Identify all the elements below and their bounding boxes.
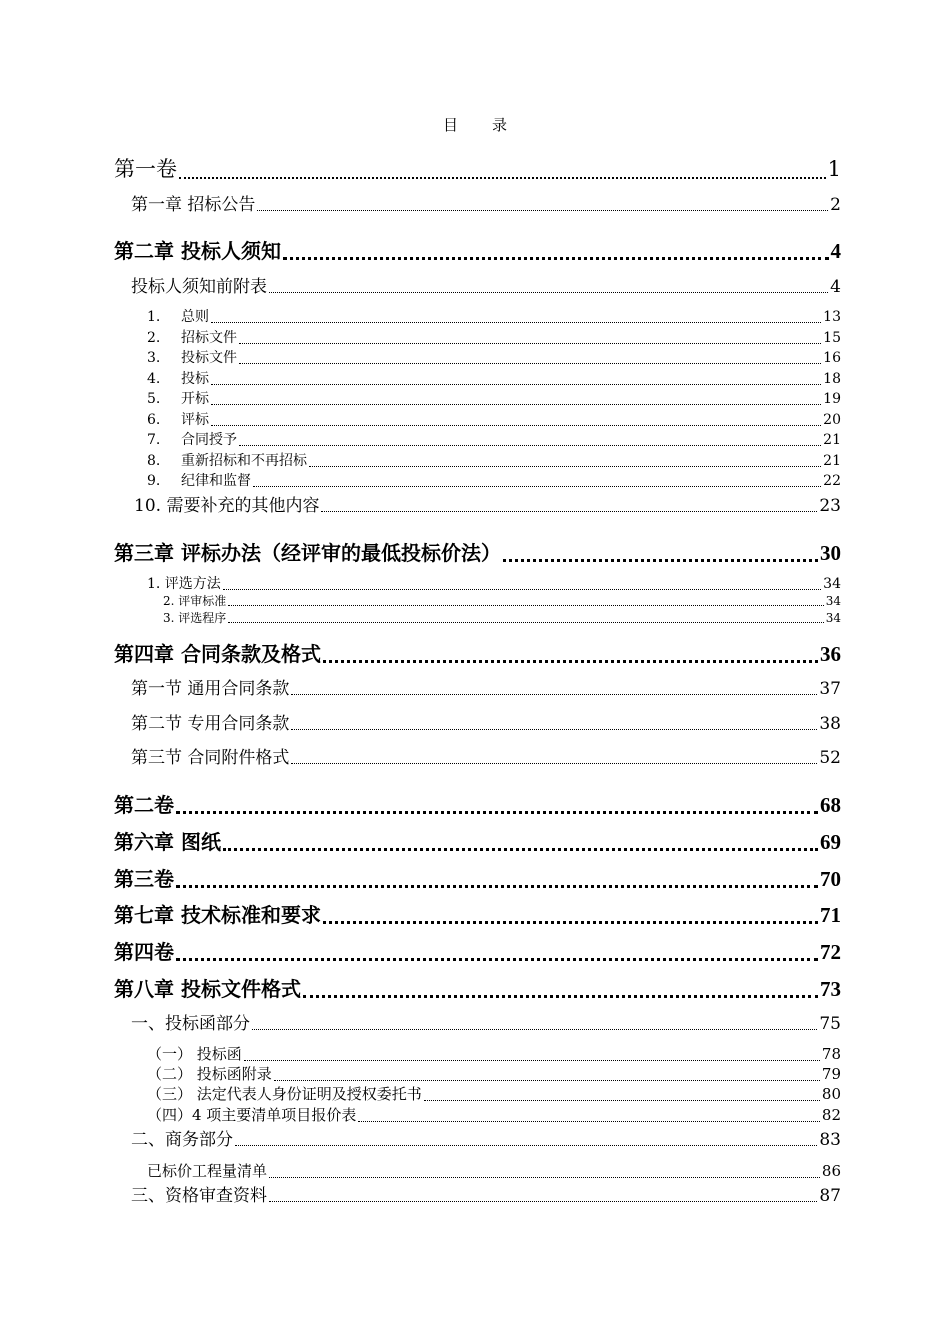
toc-entry-number: 6. xyxy=(147,412,161,428)
dot-leader xyxy=(321,638,819,667)
toc-entry-label xyxy=(147,306,209,326)
toc-entry-number: 7. xyxy=(147,432,161,448)
toc-entry-label: （三） 法定代表人身份证明及授权委托书 xyxy=(147,1085,422,1103)
toc-entry-text: 纪律和监督 xyxy=(181,473,251,489)
toc-entry-page: 15 xyxy=(823,330,841,346)
toc-entry-label xyxy=(147,450,307,470)
toc-entry-label: 第七章 技术标准和要求 xyxy=(114,903,321,927)
toc-entry-label: 投标人须知前附表 xyxy=(131,277,267,297)
toc-entry-label xyxy=(147,388,209,408)
toc-entry-number: 3. xyxy=(147,350,161,366)
toc-entry-page: 30 xyxy=(820,541,841,565)
toc-entry-bidder-notice-table[interactable] xyxy=(131,272,841,297)
toc-entry-page: 86 xyxy=(821,1162,841,1180)
dot-leader xyxy=(174,863,819,892)
toc-entry-text: 总则 xyxy=(181,309,209,325)
toc-entry-page: 38 xyxy=(819,714,841,734)
toc-entry-label xyxy=(147,347,237,367)
toc-entry-number: 8. xyxy=(147,453,161,469)
dot-leader xyxy=(321,899,819,928)
toc-entry-text: 开标 xyxy=(181,391,209,407)
toc-entry-label: 三、资格审查资料 xyxy=(131,1186,267,1206)
toc-entry-text: 合同授予 xyxy=(181,432,237,448)
toc-entry-volume-1[interactable] xyxy=(114,153,841,183)
toc-entry-page: 22 xyxy=(823,473,841,489)
toc-entry-number: 2. xyxy=(147,330,161,346)
dot-leader xyxy=(319,491,818,516)
dot-leader xyxy=(267,272,829,297)
toc-entry-page: 1 xyxy=(827,157,841,181)
toc-entry-label: （一） 投标函 xyxy=(147,1045,242,1063)
toc-entry-page: 4 xyxy=(830,239,841,263)
toc-entry-page: 13 xyxy=(823,309,841,325)
toc-entry-eval-procedure[interactable] xyxy=(163,609,841,626)
toc-entry-section-1[interactable] xyxy=(147,306,841,326)
toc-entry-page: 23 xyxy=(819,496,841,516)
dot-leader xyxy=(221,573,822,593)
toc-entry-label: 一、投标函部分 xyxy=(131,1014,250,1034)
toc-entry-eval-standard[interactable] xyxy=(163,592,841,609)
toc-entry-page: 79 xyxy=(821,1065,841,1083)
toc-entry-label: 3. 评选程序 xyxy=(163,611,227,625)
toc-entry-number: 4. xyxy=(147,371,161,387)
dot-leader xyxy=(255,190,829,215)
toc-entry-label xyxy=(147,368,209,388)
toc-entry-page: 71 xyxy=(820,903,841,927)
toc-entry-ch4-section-3[interactable] xyxy=(131,743,841,768)
dot-leader xyxy=(242,1043,821,1064)
toc-entry-chapter-7[interactable] xyxy=(114,899,841,928)
toc-entry-chapter-8[interactable] xyxy=(114,973,841,1002)
toc-entry-page: 20 xyxy=(823,412,841,428)
toc-entry-label: 第一节 通用合同条款 xyxy=(131,679,290,699)
toc-entry-label: 10. 需要补充的其他内容 xyxy=(134,496,320,516)
toc-entry-chapter-6[interactable] xyxy=(114,826,841,855)
toc-entry-number: 9. xyxy=(147,473,161,489)
toc-entry-page: 34 xyxy=(825,611,841,625)
toc-entry-bid-letter-part[interactable] xyxy=(131,1009,841,1034)
toc-title-right: 录 xyxy=(492,116,508,134)
dot-leader xyxy=(209,409,822,429)
dot-leader xyxy=(251,470,822,490)
dot-leader xyxy=(237,347,822,367)
toc-entry-page: 19 xyxy=(823,391,841,407)
toc-entry-eval-method[interactable] xyxy=(147,573,841,593)
toc-entry-page: 68 xyxy=(820,793,841,817)
dot-leader xyxy=(174,936,819,965)
toc-entry-label xyxy=(147,409,209,429)
dot-leader xyxy=(174,789,819,818)
toc-entry-page: 73 xyxy=(820,977,841,1001)
dot-leader xyxy=(209,368,822,388)
dot-leader xyxy=(177,153,827,183)
dot-leader xyxy=(281,235,830,264)
toc-entry-label: 1. 评选方法 xyxy=(147,576,221,592)
dot-leader xyxy=(226,592,824,609)
toc-entry-label: 第四卷 xyxy=(114,940,174,964)
dot-leader xyxy=(301,973,819,1002)
toc-entry-text: 评标 xyxy=(181,412,209,428)
toc-entry-page: 36 xyxy=(820,642,841,666)
toc-entry-page: 4 xyxy=(830,277,841,297)
toc-entry-text: 投标文件 xyxy=(181,350,237,366)
toc-entry-section-4[interactable] xyxy=(147,368,841,388)
dot-leader xyxy=(237,327,822,347)
toc-entry-section-2[interactable] xyxy=(147,327,841,347)
dot-leader xyxy=(267,1160,821,1181)
toc-entry-section-9[interactable] xyxy=(147,470,841,490)
dot-leader xyxy=(272,1063,821,1084)
toc-entry-page: 34 xyxy=(825,594,841,608)
toc-entry-priced-bill[interactable] xyxy=(147,1160,841,1181)
toc-entry-page: 2 xyxy=(830,195,841,215)
toc-entry-label: 第二章 投标人须知 xyxy=(114,239,281,263)
dot-leader xyxy=(237,429,822,449)
toc-entry-page: 21 xyxy=(823,453,841,469)
toc-entry-chapter-4[interactable] xyxy=(114,638,841,667)
toc-entry-volume-3[interactable] xyxy=(114,863,841,892)
toc-entry-label: 第六章 图纸 xyxy=(114,830,221,854)
dot-leader xyxy=(233,1125,818,1150)
toc-entry-page: 78 xyxy=(821,1045,841,1063)
toc-entry-section-7[interactable] xyxy=(147,429,841,449)
toc-entry-chapter-3[interactable] xyxy=(114,537,841,566)
toc-entry-text: 招标文件 xyxy=(181,330,237,346)
toc-entry-label: 第二节 专用合同条款 xyxy=(131,714,290,734)
toc-entry-page: 18 xyxy=(823,371,841,387)
toc-entry-page: 82 xyxy=(821,1106,841,1124)
toc-entry-label: 二、商务部分 xyxy=(131,1130,233,1150)
toc-entry-chapter-2[interactable] xyxy=(114,235,841,264)
toc-entry-label xyxy=(147,327,237,347)
dot-leader xyxy=(501,537,819,566)
toc-entry-chapter-1[interactable] xyxy=(131,190,841,215)
toc-entry-volume-4[interactable] xyxy=(114,936,841,965)
toc-entry-label: 第三卷 xyxy=(114,867,174,891)
toc-entry-section-6[interactable] xyxy=(147,409,841,429)
toc-entry-volume-2[interactable] xyxy=(114,789,841,818)
toc-entry-ch4-section-1[interactable] xyxy=(131,674,841,699)
toc-entry-price-list[interactable] xyxy=(147,1104,841,1125)
dot-leader xyxy=(267,1181,818,1206)
toc-entry-legal-rep-proof[interactable] xyxy=(147,1083,841,1104)
toc-entry-page: 72 xyxy=(820,940,841,964)
dot-leader xyxy=(221,826,819,855)
toc-entry-section-8[interactable] xyxy=(147,450,841,470)
toc-entry-commercial-part[interactable] xyxy=(131,1125,841,1150)
dot-leader xyxy=(209,306,822,326)
toc-entry-page: 37 xyxy=(819,679,841,699)
toc-entry-label: 第四章 合同条款及格式 xyxy=(114,642,321,666)
dot-leader xyxy=(250,1009,818,1034)
toc-entry-label: 第三章 评标办法（经评审的最低投标价法） xyxy=(114,541,501,565)
toc-entry-label: （四）4 项主要清单项目报价表 xyxy=(147,1106,357,1124)
dot-leader xyxy=(226,609,824,626)
toc-entry-label: 第一章 招标公告 xyxy=(131,195,256,215)
dot-leader xyxy=(422,1083,821,1104)
toc-entry-label: 第二卷 xyxy=(114,793,174,817)
toc-entry-bid-letter[interactable] xyxy=(147,1043,841,1064)
toc-entry-section-5[interactable] xyxy=(147,388,841,408)
dot-leader xyxy=(307,450,822,470)
toc-entry-ch4-section-2[interactable] xyxy=(131,709,841,734)
dot-leader xyxy=(289,674,818,699)
toc-entry-section-10[interactable] xyxy=(134,491,841,516)
dot-leader xyxy=(289,709,818,734)
toc-entry-label xyxy=(147,470,251,490)
dot-leader xyxy=(356,1104,821,1125)
toc-entry-text: 重新招标和不再招标 xyxy=(181,453,307,469)
toc-title-left: 目 xyxy=(442,116,458,134)
dot-leader xyxy=(289,743,818,768)
toc-entry-page: 34 xyxy=(823,576,841,592)
toc-entry-page: 52 xyxy=(819,748,841,768)
toc-entry-label: （二） 投标函附录 xyxy=(147,1065,272,1083)
toc-entry-label: 已标价工程量清单 xyxy=(147,1162,268,1180)
toc-entry-page: 80 xyxy=(821,1085,841,1103)
toc-entry-section-3[interactable] xyxy=(147,347,841,367)
toc-entry-number: 1. xyxy=(147,309,161,325)
toc-entry-label: 2. 评审标准 xyxy=(163,594,227,608)
toc-entry-page: 16 xyxy=(823,350,841,366)
toc-entry-bid-letter-appendix[interactable] xyxy=(147,1063,841,1084)
toc-entry-page: 83 xyxy=(819,1130,841,1150)
toc-entry-page: 70 xyxy=(820,867,841,891)
toc-entry-label xyxy=(147,429,237,449)
toc-entry-label: 第三节 合同附件格式 xyxy=(131,748,290,768)
toc-entry-label: 第八章 投标文件格式 xyxy=(114,977,301,1001)
dot-leader xyxy=(209,388,822,408)
toc-entry-qualification-docs[interactable] xyxy=(131,1181,841,1206)
toc-entry-label: 第一卷 xyxy=(114,157,177,181)
toc-entry-page: 21 xyxy=(823,432,841,448)
toc-entry-page: 87 xyxy=(819,1186,841,1206)
toc-entry-page: 69 xyxy=(820,830,841,854)
toc-entry-number: 5. xyxy=(147,391,161,407)
toc-entry-text: 投标 xyxy=(181,371,209,387)
toc-entry-page: 75 xyxy=(819,1014,841,1034)
